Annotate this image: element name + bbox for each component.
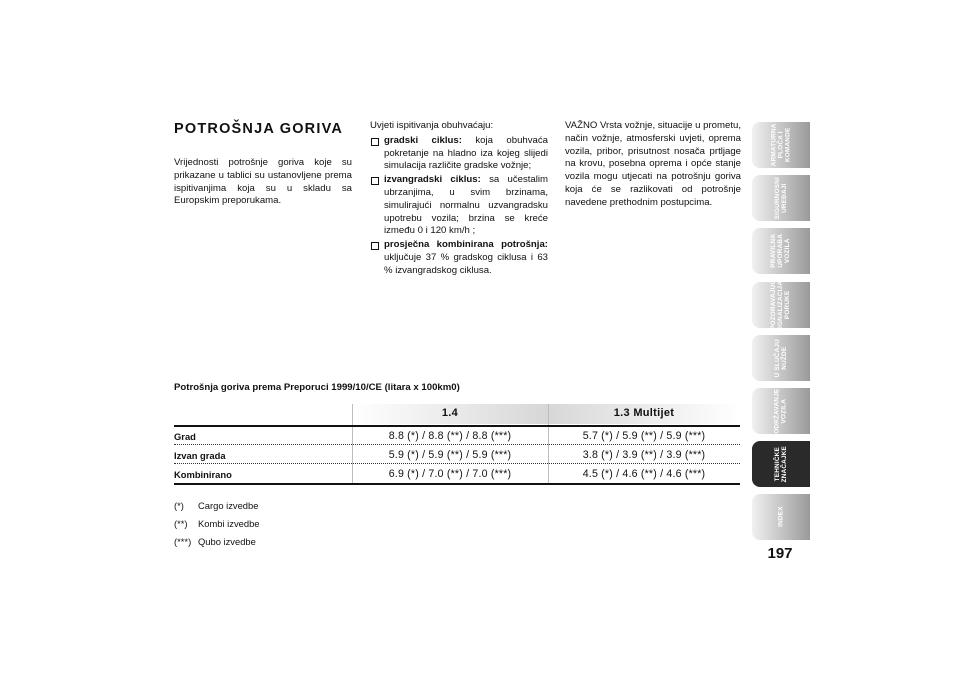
tab-label: ODRŽAVANJE VOZILA	[773, 388, 788, 434]
tab-label: SIGURNOSNI UREĐAJI	[773, 176, 788, 220]
tab-index[interactable]	[752, 494, 810, 540]
tab-label: U SLUČAJU NUŽDE	[773, 338, 788, 378]
checkbox-bullet-icon	[371, 242, 379, 250]
test-conditions	[370, 120, 548, 278]
table-cell: 5.9 (*) / 5.9 (**) / 5.9 (***)	[388, 449, 512, 461]
important-note: VAŽNO Vrsta vožnje, situacije u prometu, način vožnje, atmosferski uvjeti, oprema vozila, pribor, prisutnost nosača prtljage na krovu, posebna oprema i opće stanje vozila mogu utjecati na potrošnju goriva koja će se razlikovati od potrošnje navedene prethodnim postupcima.	[565, 120, 741, 208]
conditions-heading: Uvjeti ispitivanja obuhvaćaju:	[370, 120, 494, 131]
tab-label: TEHNIČKE ZNAČAJKE	[773, 445, 788, 483]
table-caption: Potrošnja goriva prema Preporuci 1999/10/CE (litara x 100km0)	[174, 382, 460, 393]
footnote	[174, 518, 260, 529]
row-label-izvan-grada: Izvan grada	[174, 450, 226, 461]
footnote-text: Qubo izvedbe	[198, 536, 256, 547]
condition-item	[370, 174, 548, 238]
condition-term: prosječna kombinirana potrošnja:	[384, 239, 548, 251]
table-header-rule	[174, 425, 740, 427]
table-cell: 3.8 (*) / 3.9 (**) / 3.9 (***)	[582, 449, 706, 461]
table-cell: 4.5 (*) / 4.6 (**) / 4.6 (***)	[582, 468, 706, 480]
tab-label: ARMATURNA PLOČA I KOMANDE	[770, 123, 792, 167]
tab-sigurnosni-uredaji[interactable]	[752, 175, 810, 221]
table-cell: 6.9 (*) / 7.0 (**) / 7.0 (***)	[388, 468, 512, 480]
row-label-grad: Grad	[174, 431, 196, 442]
tab-label: PRAVILNA UPORABA VOZILA	[770, 234, 792, 268]
checkbox-bullet-icon	[371, 138, 379, 146]
row-label-kombinirano: Kombinirano	[174, 469, 232, 480]
tab-u-slucaju-nuzde[interactable]	[752, 335, 810, 381]
table-bottom-rule	[174, 483, 740, 485]
tab-upozoravajuca-signalizacija[interactable]	[752, 275, 810, 335]
condition-text: sa učestalim ubrzanjima, u svim brzinama, simulirajući normalnu uzvangradsku upotrebu vozila; brzina se kreće između 0 i 120 km/h ;	[384, 174, 549, 237]
page-number: 197	[767, 545, 793, 562]
row-divider	[174, 444, 740, 445]
footnote	[174, 500, 258, 511]
column-header-multijet: 1.3 Multijet	[613, 407, 675, 419]
condition-text: uključuje 37 % gradskog ciklusa i 63 % izvangradskog ciklusa.	[384, 251, 548, 276]
footnote	[174, 536, 256, 547]
footnote-text: Cargo izvedbe	[198, 500, 259, 511]
footnote-mark: (*)	[174, 500, 184, 511]
tab-tehnicke-znacajke[interactable]	[752, 441, 810, 487]
condition-item	[370, 239, 548, 277]
footnote-mark: (***)	[174, 536, 192, 547]
column-header-1-4: 1.4	[441, 407, 459, 419]
tab-label: UPOZORAVAJUĆA SIGNALIZACIJA I PORUKE	[770, 275, 792, 335]
footnote-text: Kombi izvedbe	[198, 518, 260, 529]
condition-term: gradski ciklus:	[384, 134, 462, 146]
footnote-mark: (**)	[174, 518, 188, 529]
tab-label: INDEX	[777, 506, 785, 528]
tab-armaturna-ploca[interactable]	[752, 122, 810, 168]
intro-paragraph: Vrijednosti potrošnje goriva koje su prikazane u tablici su ustanovljene prema ispitivanjima koja su u skladu sa Europskim preporukama.	[174, 157, 352, 207]
section-title: POTROŠNJA GORIVA	[174, 121, 344, 137]
row-divider	[174, 463, 740, 464]
condition-item	[370, 135, 548, 173]
table-cell: 5.7 (*) / 5.9 (**) / 5.9 (***)	[582, 430, 706, 442]
condition-term: izvangradski ciklus:	[384, 174, 481, 186]
checkbox-bullet-icon	[371, 177, 379, 185]
tab-odrzavanje-vozila[interactable]	[752, 388, 810, 434]
tab-pravilna-uporaba[interactable]	[752, 228, 810, 274]
condition-text: koja obuhvaća pokretanje na hladno iza kojeg slijedi simulacija različite gradske vožnje;	[384, 134, 549, 172]
table-cell: 8.8 (*) / 8.8 (**) / 8.8 (***)	[388, 430, 512, 442]
